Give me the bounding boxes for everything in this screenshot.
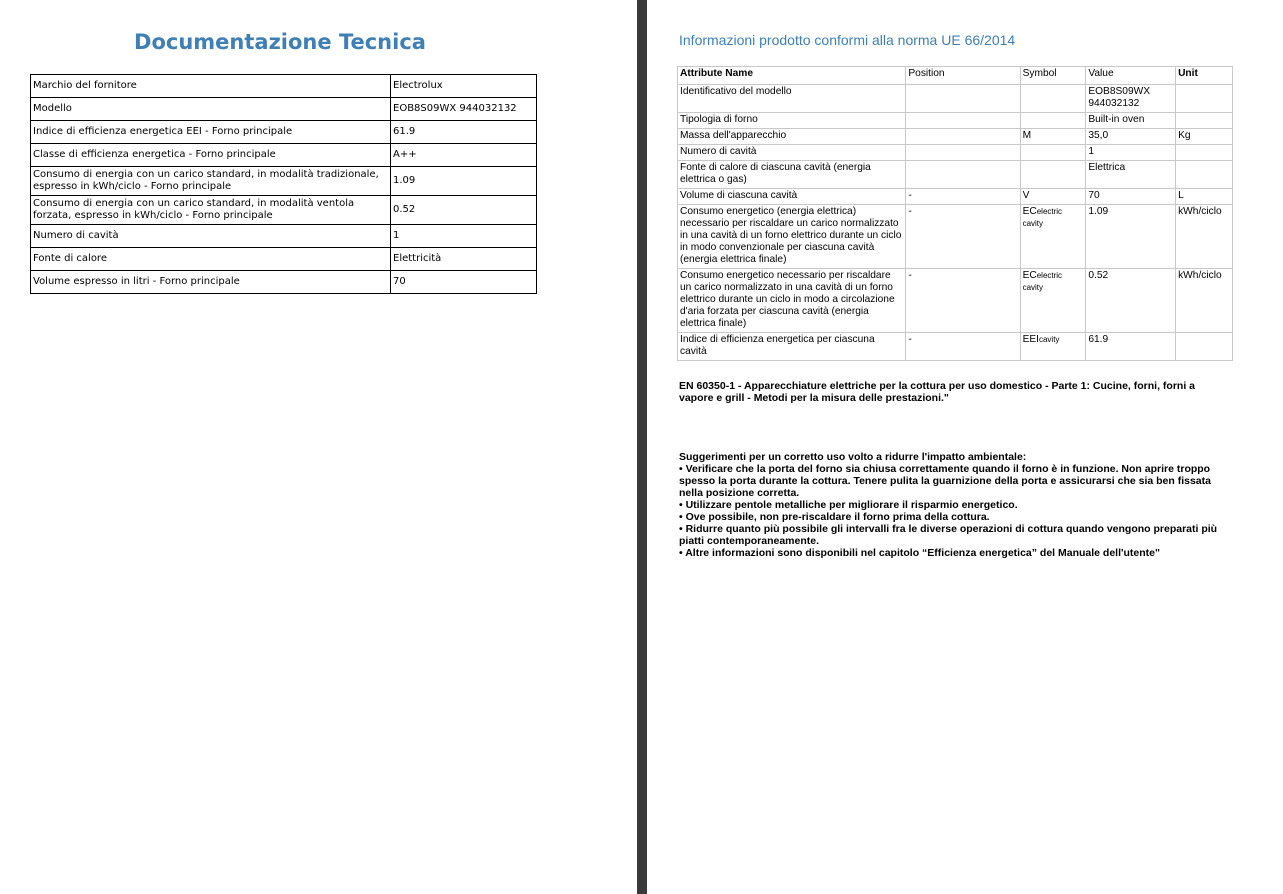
tip-item: • Utilizzare pentole metalliche per migliorare il risparmio energetico. — [679, 499, 1018, 511]
row-value: 61.9 — [391, 121, 537, 144]
table-row — [31, 75, 537, 98]
attribute-value: EOB8S09WX 944032132 — [1086, 85, 1176, 113]
table-row — [31, 196, 537, 225]
attribute-unit — [1176, 333, 1233, 361]
attribute-symbol — [1020, 113, 1086, 129]
attribute-name: Volume di ciascuna cavità — [678, 189, 906, 205]
header-unit: Unit — [1176, 67, 1233, 85]
row-value: 0.52 — [391, 196, 537, 225]
tip-item: • Altre informazioni sono disponibili nel capitolo “Efficienza energetica” del Manuale dell'utente" — [679, 547, 1160, 559]
table-row — [678, 129, 1233, 145]
row-value: EOB8S09WX 944032132 — [391, 98, 537, 121]
row-label: Classe di efficienza energetica - Forno principale — [31, 144, 391, 167]
attribute-name: Consumo energetico necessario per riscaldare un carico normalizzato in una cavità di un forno elettrico durante un ciclo in modo a circolazione d'aria forzata per ciascuna cavità (energia elettrica finale) — [678, 269, 906, 333]
technical-spec-table — [30, 74, 537, 294]
header-symbol: Symbol — [1020, 67, 1086, 85]
attribute-symbol — [1020, 145, 1086, 161]
attribute-unit: Kg — [1176, 129, 1233, 145]
tips-heading: Suggerimenti per un corretto uso volto a ridurre l'impatto ambientale: — [679, 451, 1027, 463]
row-label: Numero di cavità — [31, 225, 391, 248]
attribute-name: Tipologia di forno — [678, 113, 906, 129]
table-row — [678, 161, 1233, 189]
row-label: Volume espresso in litri - Forno principale — [31, 271, 391, 294]
row-label: Fonte di calore — [31, 248, 391, 271]
row-value: 1 — [391, 225, 537, 248]
right-page — [647, 0, 1283, 894]
attribute-value: 0.52 — [1086, 269, 1176, 333]
attribute-position: - — [906, 333, 1020, 361]
attribute-position — [906, 129, 1020, 145]
attribute-position — [906, 145, 1020, 161]
attribute-symbol: ECelectric cavity — [1020, 205, 1086, 269]
attribute-unit: kWh/ciclo — [1176, 269, 1233, 333]
header-attribute-name: Attribute Name — [678, 67, 906, 85]
table-row — [31, 121, 537, 144]
attribute-position — [906, 85, 1020, 113]
attribute-position — [906, 161, 1020, 189]
attribute-symbol: M — [1020, 129, 1086, 145]
row-label: Modello — [31, 98, 391, 121]
attribute-unit — [1176, 85, 1233, 113]
table-row — [678, 113, 1233, 129]
environmental-tips — [679, 451, 1234, 559]
left-page — [0, 0, 637, 894]
row-value: Electrolux — [391, 75, 537, 98]
header-position: Position — [906, 67, 1020, 85]
attribute-position: - — [906, 269, 1020, 333]
attribute-value: 1 — [1086, 145, 1176, 161]
attribute-name: Consumo energetico (energia elettrica) necessario per riscaldare un carico normalizzato in una cavità di un forno elettrico durante un ciclo in modo convenzionale per ciascuna cavità (energia elettrica finale) — [678, 205, 906, 269]
attribute-unit — [1176, 145, 1233, 161]
attribute-symbol: EEIcavity — [1020, 333, 1086, 361]
attribute-name: Identificativo del modello — [678, 85, 906, 113]
table-row — [678, 189, 1233, 205]
page-divider — [637, 0, 647, 894]
attribute-value: Elettrica — [1086, 161, 1176, 189]
attribute-symbol — [1020, 161, 1086, 189]
tip-item: • Ove possibile, non pre-riscaldare il forno prima della cottura. — [679, 511, 990, 523]
attribute-name: Numero di cavità — [678, 145, 906, 161]
row-label: Consumo di energia con un carico standard, in modalità ventola forzata, espresso in kWh/ciclo - Forno principale — [31, 196, 391, 225]
table-row — [678, 85, 1233, 113]
table-row — [31, 248, 537, 271]
attribute-unit: L — [1176, 189, 1233, 205]
attribute-position: - — [906, 205, 1020, 269]
attribute-symbol — [1020, 85, 1086, 113]
table-row — [678, 145, 1233, 161]
tip-item: • Verificare che la porta del forno sia chiusa correttamente quando il forno è in funzione. Non aprire troppo spesso la porta durante la cottura. Tenere pulita la guarnizione della porta e assicurarsi che sia ben fissata nella posizione corretta. — [679, 463, 1211, 499]
table-header-row — [678, 67, 1233, 85]
attribute-name: Indice di efficienza energetica per ciascuna cavità — [678, 333, 906, 361]
row-label: Consumo di energia con un carico standard, in modalità tradizionale, espresso in kWh/ciclo - Forno principale — [31, 167, 391, 196]
attribute-value: 35,0 — [1086, 129, 1176, 145]
header-value: Value — [1086, 67, 1176, 85]
tip-item: • Ridurre quanto più possibile gli intervalli fra le diverse operazioni di cottura quando vengono preparati più piatti contemporaneamente. — [679, 523, 1218, 547]
attribute-symbol: ECelectric cavity — [1020, 269, 1086, 333]
row-value: A++ — [391, 144, 537, 167]
attribute-name: Massa dell'apparecchio — [678, 129, 906, 145]
attribute-symbol: V — [1020, 189, 1086, 205]
row-value: 70 — [391, 271, 537, 294]
attribute-value: 70 — [1086, 189, 1176, 205]
attribute-value: 1.09 — [1086, 205, 1176, 269]
attribute-unit: kWh/ciclo — [1176, 205, 1233, 269]
table-row — [31, 167, 537, 196]
attribute-position: - — [906, 189, 1020, 205]
table-row — [31, 144, 537, 167]
standard-reference: EN 60350-1 - Apparecchiature elettriche per la cottura per uso domestico - Parte 1: Cucine, forni, forni a vapore e grill - Metodi per la misura delle prestazioni." — [679, 380, 1196, 404]
table-row — [31, 225, 537, 248]
row-label: Indice di efficienza energetica EEI - Forno principale — [31, 121, 391, 144]
attribute-value: Built-in oven — [1086, 113, 1176, 129]
table-row — [678, 205, 1233, 269]
product-info-title: Informazioni prodotto conformi alla norma UE 66/2014 — [679, 32, 1016, 48]
table-row — [31, 271, 537, 294]
attribute-unit — [1176, 161, 1233, 189]
table-row — [31, 98, 537, 121]
table-row — [678, 333, 1233, 361]
product-info-table — [677, 66, 1233, 361]
row-label: Marchio del fornitore — [31, 75, 391, 98]
attribute-name: Fonte di calore di ciascuna cavità (energia elettrica o gas) — [678, 161, 906, 189]
table-row — [678, 269, 1233, 333]
attribute-unit — [1176, 113, 1233, 129]
row-value: 1.09 — [391, 167, 537, 196]
page-title: Documentazione Tecnica — [134, 30, 426, 54]
attribute-value: 61.9 — [1086, 333, 1176, 361]
attribute-position — [906, 113, 1020, 129]
row-value: Elettricità — [391, 248, 537, 271]
